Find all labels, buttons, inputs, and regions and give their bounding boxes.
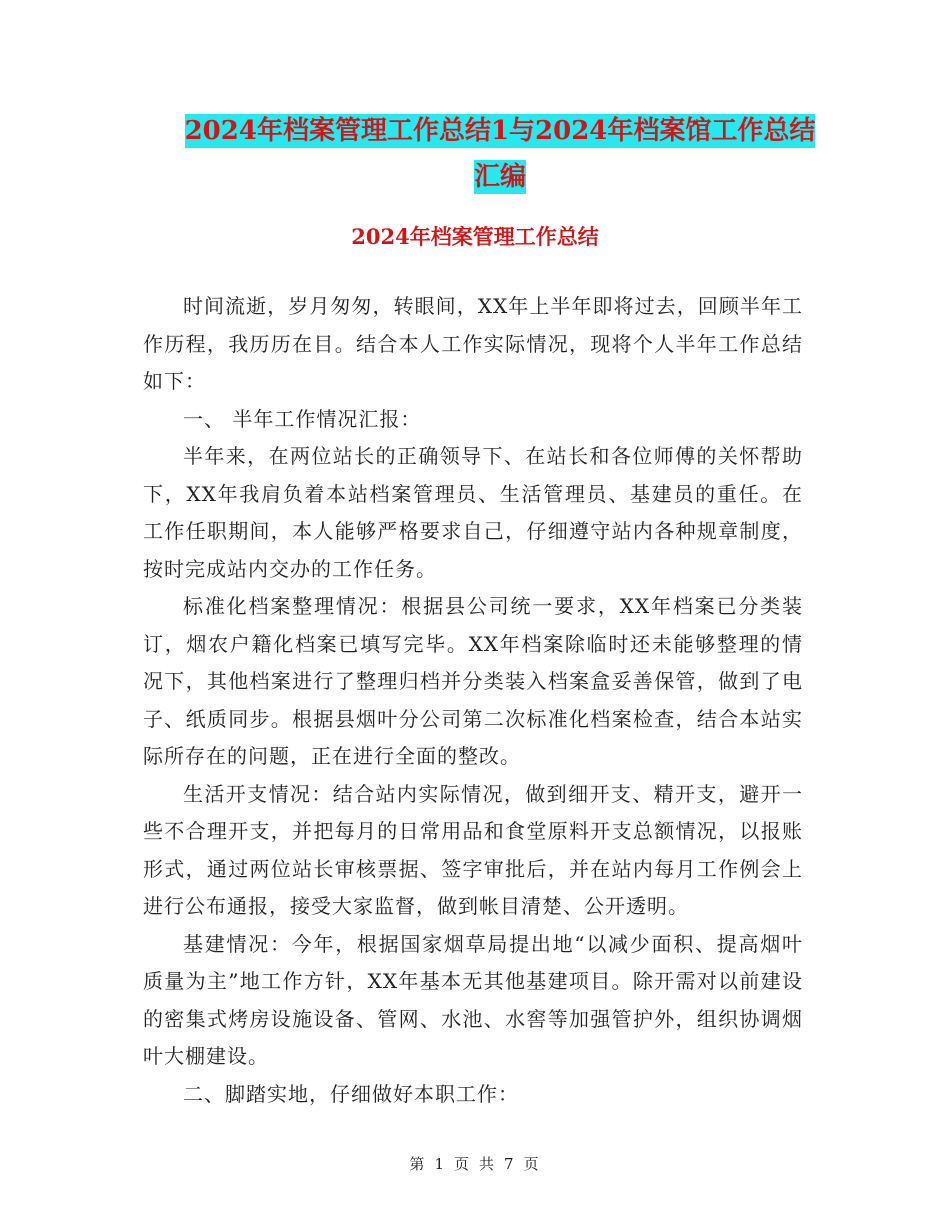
footer-prefix: 第 <box>409 1155 427 1173</box>
paragraph: 半年来，在两位站长的正确领导下、在站长和各位师傅的关怀帮助下，XX年我肩负着本站档案管理员、生活管理员、基建员的重任。在工作任职期间，本人能够严格要求自己，仔细遵守站内各种规章制度，按时完成站内交办的工作任务。 <box>143 444 803 581</box>
footer-page-word: 页 <box>453 1155 471 1173</box>
paragraph: 标准化档案整理情况：根据县公司统一要求，XX年档案已分类装订，烟农户籍化档案已填写完毕。XX年档案除临时还未能够整理的情况下，其他档案进行了整理归档并分类装入档案盒妥善保管，做到了电子、纸质同步。根据县烟叶分公司第二次标准化档案检查，结合本站实际所存在的问题，正在进行全面的整改。 <box>143 594 803 768</box>
body-text <box>143 288 803 1113</box>
page-footer <box>0 1153 950 1174</box>
section-title: 2024年档案管理工作总结 <box>351 224 599 249</box>
title-line-2: 汇编 <box>473 162 526 192</box>
title-line-1: 2024年档案管理工作总结1与2024年档案馆工作总结 <box>184 116 816 146</box>
footer-total-pages: 7 <box>504 1155 516 1173</box>
footer-current-page: 1 <box>434 1155 446 1173</box>
paragraph: 生活开支情况：结合站内实际情况，做到细开支、精开支，避开一些不合理开支，并把每月的日常用品和食堂原料开支总额情况，以报账形式，通过两位站长审核票据、签字审批后，并在站内每月工作例会上进行公布通报，接受大家监督，做到帐目清楚、公开透明。 <box>143 781 803 918</box>
paragraph: 基建情况：今年，根据国家烟草局提出地“以减少面积、提高烟叶质量为主”地工作方针，XX年基本无其他基建项目。除开需对以前建设的密集式烤房设施设备、管网、水池、水窖等加强管护外，组织协调烟叶大棚建设。 <box>143 931 803 1068</box>
paragraph: 时间流逝，岁月匆匆，转眼间，XX年上半年即将过去，回顾半年工作历程，我历历在目。结合本人工作实际情况，现将个人半年工作总结如下： <box>143 294 803 393</box>
paragraph: 一、 半年工作情况汇报： <box>183 406 422 431</box>
footer-total-word: 共 <box>479 1155 497 1173</box>
footer-suffix: 页 <box>523 1155 541 1173</box>
document-title <box>150 108 850 200</box>
paragraph: 二、脚踏实地，仔细做好本职工作： <box>183 1081 519 1106</box>
